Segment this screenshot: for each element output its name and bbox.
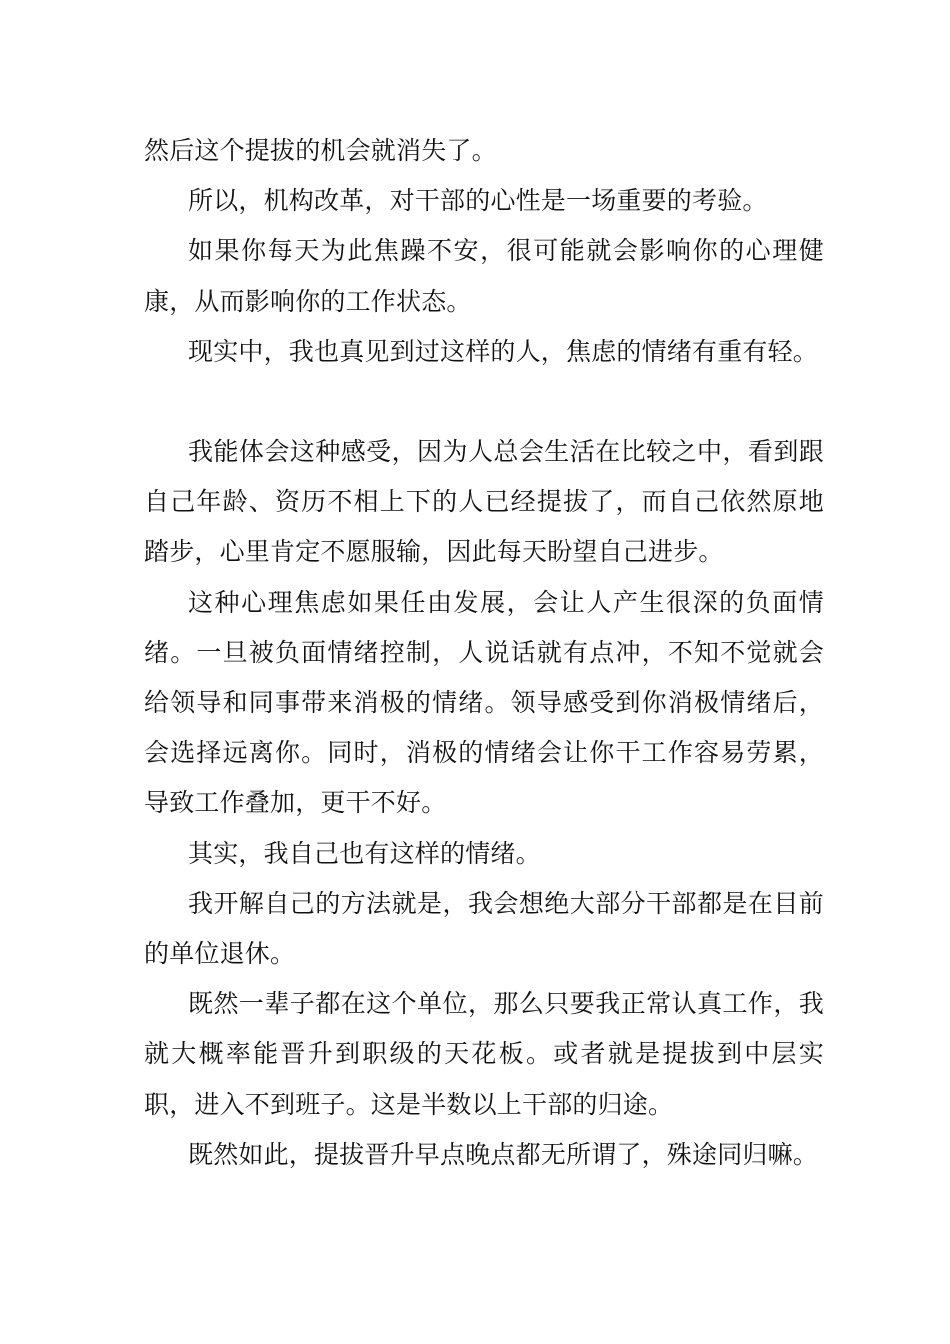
paragraph-4: 现实中，我也真见到过这样的人，焦虑的情绪有重有轻。 [188, 336, 819, 366]
paragraph-5: 我能体会这种感受，因为人总会生活在比较之中，看到跟自己年龄、资历不相上下的人已经提拔了，而自己依然原地踏步，心里肯定不愿服输，因此每天盼望自己进步。 [144, 437, 824, 567]
paragraph-10: 既然如此，提拔晋升早点晚点都无所谓了，殊途同归嘛。 [188, 1139, 819, 1169]
paragraph-6: 这种心理焦虑如果任由发展，会让人产生很深的负面情绪。一旦被负面情绪控制，人说话就有点冲，不知不觉就会给领导和同事带来消极的情绪。领导感受到你消极情绪后，会选择远离你。同时，消极的情绪会让你干工作容易劳累，导致工作叠加，更干不好。 [144, 587, 824, 818]
paragraph-8: 我开解自己的方法就是，我会想绝大部分干部都是在目前的单位退休。 [144, 888, 824, 969]
paragraph-1: 然后这个提拔的机会就消失了。 [144, 136, 497, 165]
document-body [144, 126, 824, 1180]
paragraph-gap [144, 377, 824, 427]
paragraph-9: 既然一辈子都在这个单位，那么只要我正常认真工作，我就大概率能晋升到职级的天花板。或者就是提拔到中层实职，进入不到班子。这是半数以上干部的归途。 [144, 989, 824, 1119]
paragraph-2: 所以，机构改革，对干部的心性是一场重要的考验。 [188, 186, 768, 216]
paragraph-7: 其实，我自己也有这样的情绪。 [188, 838, 541, 868]
paragraph-3: 如果你每天为此焦躁不安，很可能就会影响你的心理健康，从而影响你的工作状态。 [144, 236, 824, 316]
